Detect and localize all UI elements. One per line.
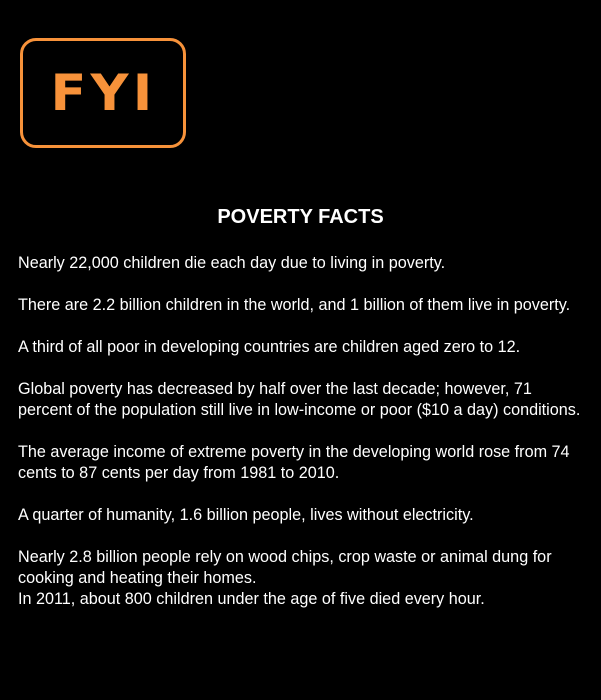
fact-item: The average income of extreme poverty in the developing world rose from 74 cents to 87 cents per day from 1981 to 2010. — [18, 443, 570, 482]
fact-item: Nearly 22,000 children die each day due to living in poverty. — [18, 254, 446, 272]
fact-item: Nearly 2.8 billion people rely on wood chips, crop waste or animal dung for cooking and heating their homes. — [18, 548, 552, 587]
page-title: POVERTY FACTS — [217, 206, 384, 228]
fact-item: There are 2.2 billion children in the world, and 1 billion of them live in poverty. — [18, 296, 571, 314]
facts-list — [18, 253, 588, 610]
fyi-logo — [20, 38, 186, 148]
fact-item: Global poverty has decreased by half over the last decade; however, 71 percent of the population still live in low-income or poor ($10 a day) conditions. — [18, 380, 581, 419]
fact-item: In 2011, about 800 children under the age of five died every hour. — [18, 590, 485, 608]
fyi-logo-text: FYI — [49, 64, 157, 122]
fact-item: A quarter of humanity, 1.6 billion people, lives without electricity. — [18, 506, 474, 524]
fact-item: A third of all poor in developing countries are children aged zero to 12. — [18, 338, 521, 356]
